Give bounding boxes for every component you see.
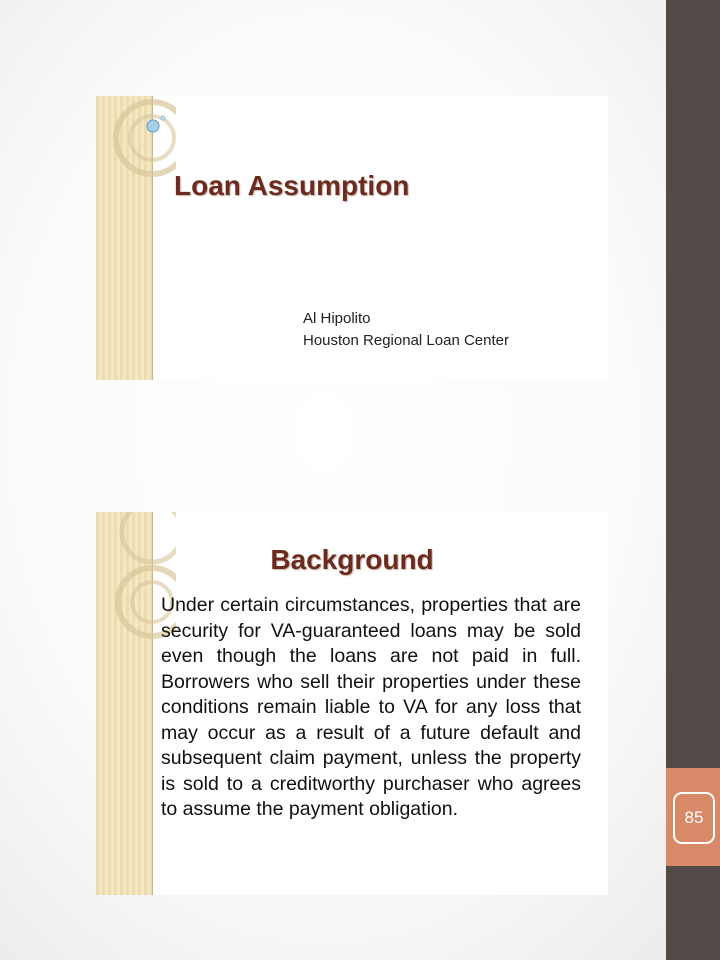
presenter-name: Al Hipolito bbox=[303, 310, 371, 327]
slide-body-text: Under certain circumstances, properties that are security for VA-guaranteed loans may be sold even though the loans are not paid in full. Borrowers who sell their properties under these conditions remain liable to VA for any loss that may occur as a result of a future default and subsequent claim payment, unless the property is sold to a creditworthy purchaser who agrees to assume the payment obligation. bbox=[161, 594, 581, 820]
slide-thumbnail-loan-assumption bbox=[96, 96, 608, 380]
slide-title: Background bbox=[270, 544, 434, 575]
presenter-organization: Houston Regional Loan Center bbox=[303, 332, 509, 349]
page-number: 85 bbox=[673, 792, 715, 844]
presenter-block bbox=[303, 308, 509, 352]
slide-thumbnail-background bbox=[96, 512, 608, 895]
circle-ornament-icon bbox=[96, 96, 176, 196]
decorative-stripe bbox=[96, 96, 153, 380]
slide-title: Loan Assumption bbox=[174, 170, 410, 201]
